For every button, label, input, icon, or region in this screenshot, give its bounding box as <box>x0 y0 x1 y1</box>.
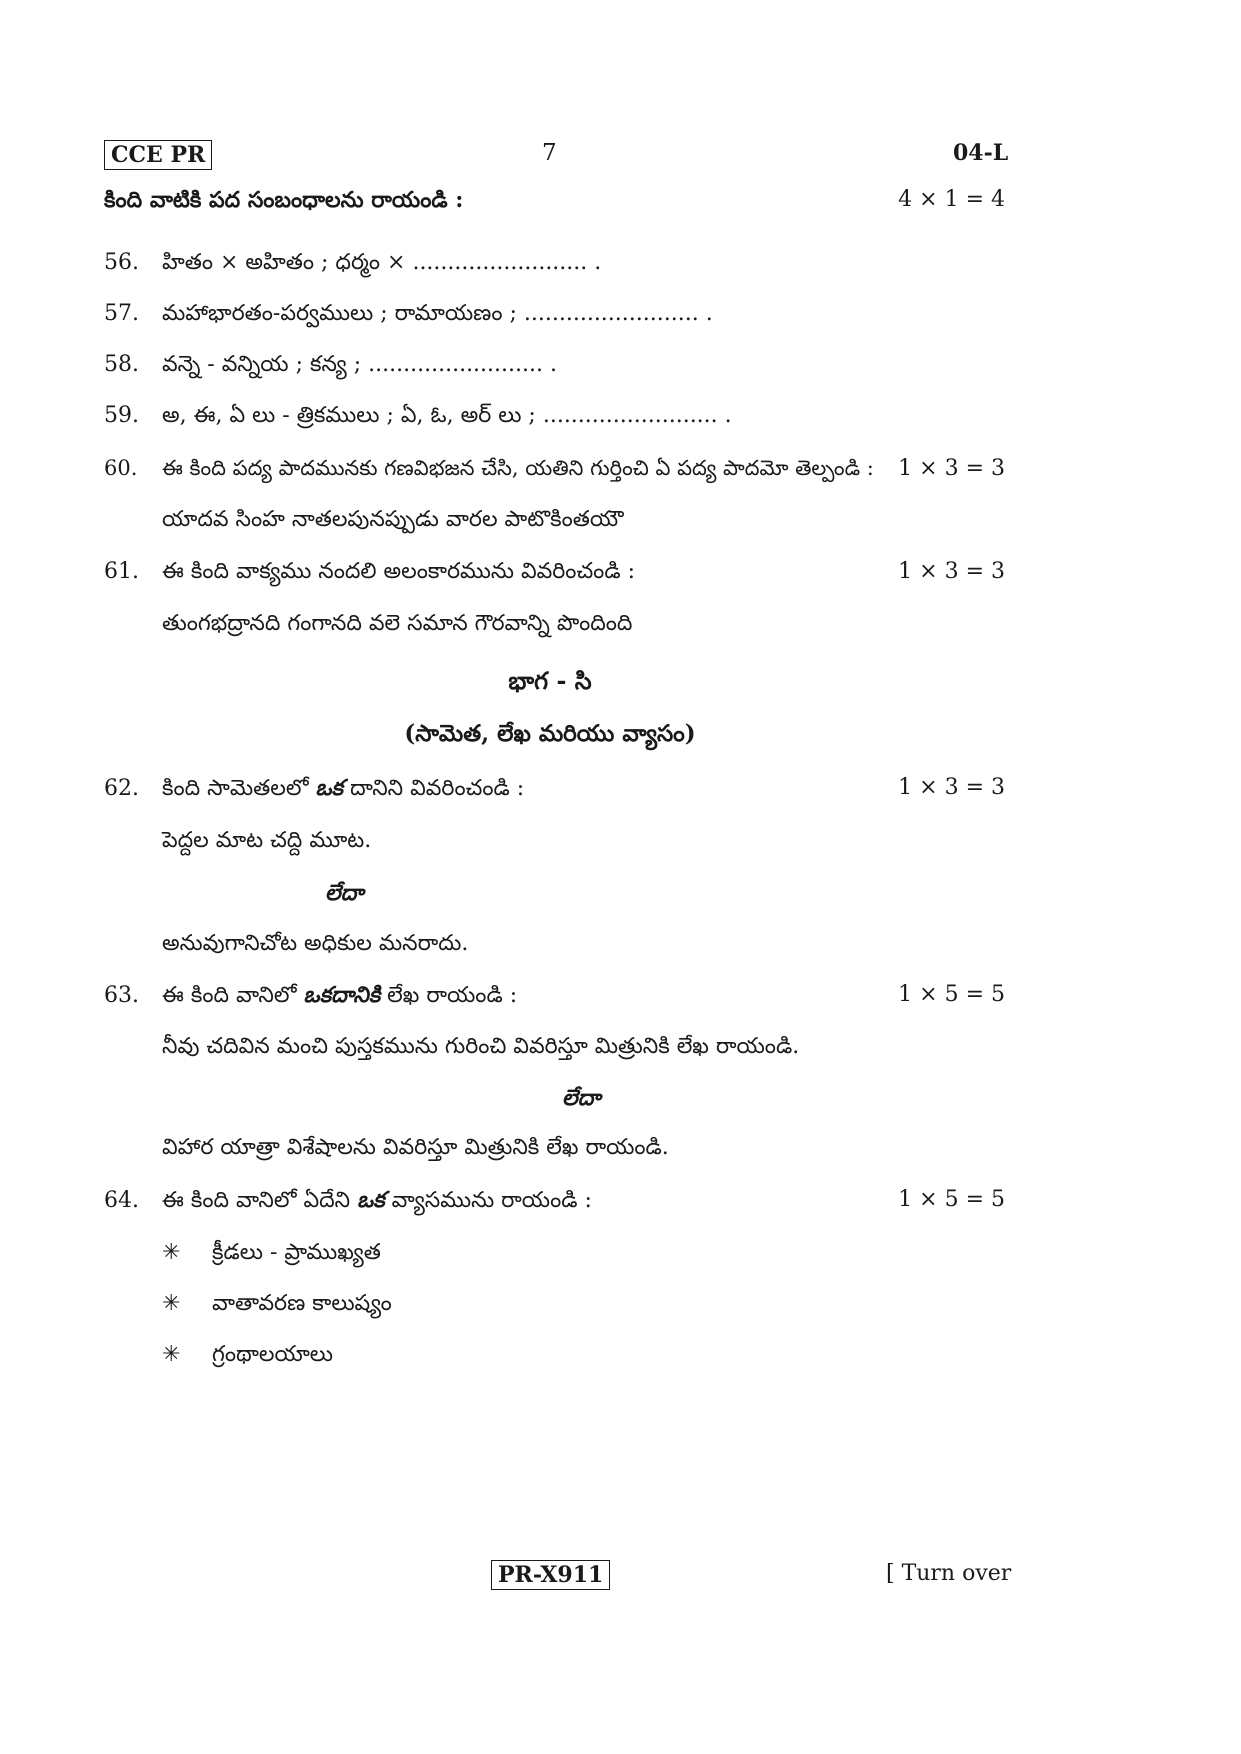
question-text-emphasis: ఒక <box>357 1187 385 1213</box>
section-c-title: భాగ - సి <box>508 666 592 695</box>
question-64-marks: 1 × 5 = 5 <box>898 1187 1005 1212</box>
essay-topic-text: గ్రంథాలయాలు <box>212 1342 334 1367</box>
question-text-emphasis: ఒక <box>315 775 344 801</box>
question-62-marks: 1 × 3 = 3 <box>898 775 1005 800</box>
question-text-start: కింది సామెతలలో <box>162 776 316 801</box>
or-separator: లేదా <box>325 880 364 906</box>
question-58 <box>104 352 557 382</box>
page-number: 7 <box>542 140 557 166</box>
question-number: 61. <box>104 559 139 584</box>
question-number: 56. <box>104 250 139 275</box>
question-number: 63. <box>104 983 139 1008</box>
question-text: వన్నె - వన్నియ ; కన్య ; ......................... . <box>162 352 557 377</box>
question-text: ఈ కింది వాక్యము నందలి అలంకారమును వివరించండి : <box>162 559 636 584</box>
question-text-emphasis: ఒకదానికి <box>303 982 381 1008</box>
question-text-end: దానిని వివరించండి : <box>343 776 525 801</box>
question-text: అ, ఈ, ఏ లు - త్రికములు ; ఏ, ఓ, అర్ లు ; ......................... . <box>162 403 732 428</box>
question-text-end: లేఖ రాయండి : <box>380 983 518 1008</box>
question-text: మహాభారతం-పర్వములు ; రామాయణం ; ......................... . <box>162 301 713 326</box>
section-c-subtitle: (సామెత, లేఖ మరియు వ్యాసం) <box>404 720 696 747</box>
question-60-marks: 1 × 3 = 3 <box>898 456 1005 481</box>
question-61-marks: 1 × 3 = 3 <box>898 559 1005 584</box>
question-61-sentence: తుంగభద్రానది గంగానది వలె సమాన గౌరవాన్ని పొందింది <box>162 611 633 636</box>
question-60 <box>104 456 874 486</box>
asterisk-bullet-icon: ✳ <box>162 1240 181 1265</box>
proverb-option-2: అనువుగానిచోట అధికుల మనరాదు. <box>162 931 469 956</box>
asterisk-bullet-icon: ✳ <box>162 1291 181 1316</box>
question-60-verse: యాదవ సింహ నాతలపునప్పుడు వారల పాటొకింతయౌ <box>162 507 624 532</box>
instruction-word-relations: కింది వాటికి పద సంబంధాలను రాయండి : <box>104 187 464 213</box>
question-63 <box>104 982 517 1013</box>
proverb-option-1: పెద్దల మాట చద్ది మూట. <box>162 828 372 853</box>
paper-code-box: CCE PR <box>104 140 212 170</box>
question-number: 64. <box>104 1188 139 1213</box>
question-text-end: వ్యాసమును రాయండి : <box>384 1188 592 1213</box>
question-63-marks: 1 × 5 = 5 <box>898 982 1005 1007</box>
question-61 <box>104 559 635 589</box>
question-text-start: ఈ కింది వానిలో ఏదేని <box>162 1188 358 1213</box>
question-number: 58. <box>104 352 139 377</box>
letter-option-1: నీవు చదివిన మంచి పుస్తకమును గురించి వివరిస్తూ మిత్రునికి లేఖ రాయండి. <box>162 1034 800 1059</box>
question-number: 62. <box>104 776 139 801</box>
essay-topic-text: క్రీడలు - ప్రాముఖ్యత <box>212 1240 381 1265</box>
question-text: హితం × అహితం ; ధర్మం × ......................... . <box>162 250 602 275</box>
question-number: 60. <box>104 456 138 480</box>
essay-topic-3 <box>162 1342 333 1372</box>
essay-topic-text: వాతావరణ కాలుష్యం <box>212 1291 392 1316</box>
subject-code: 04-L <box>953 140 1009 166</box>
question-56 <box>104 250 601 280</box>
or-separator: లేదా <box>562 1085 601 1111</box>
question-number: 59. <box>104 403 139 428</box>
question-number: 57. <box>104 301 139 326</box>
question-62 <box>104 775 524 806</box>
question-57 <box>104 301 713 331</box>
essay-topic-2 <box>162 1291 392 1321</box>
question-64 <box>104 1187 592 1218</box>
essay-topic-1 <box>162 1240 381 1270</box>
turn-over-note: [ Turn over <box>886 1561 1012 1586</box>
question-text-start: ఈ కింది వానిలో <box>162 983 304 1008</box>
letter-option-2: విహార యాత్రా విశేషాలను వివరిస్తూ మిత్రునికి లేఖ రాయండి. <box>162 1135 669 1160</box>
footer-paper-code: PR-X911 <box>491 1560 610 1590</box>
asterisk-bullet-icon: ✳ <box>162 1342 181 1367</box>
instruction-marks: 4 × 1 = 4 <box>898 187 1005 212</box>
question-59 <box>104 403 732 433</box>
question-text: ఈ కింది పద్య పాదమునకు గణవిభజన చేసి, యతిని గుర్తించి ఏ పద్య పాదమో తెల్పండి : <box>162 456 874 480</box>
